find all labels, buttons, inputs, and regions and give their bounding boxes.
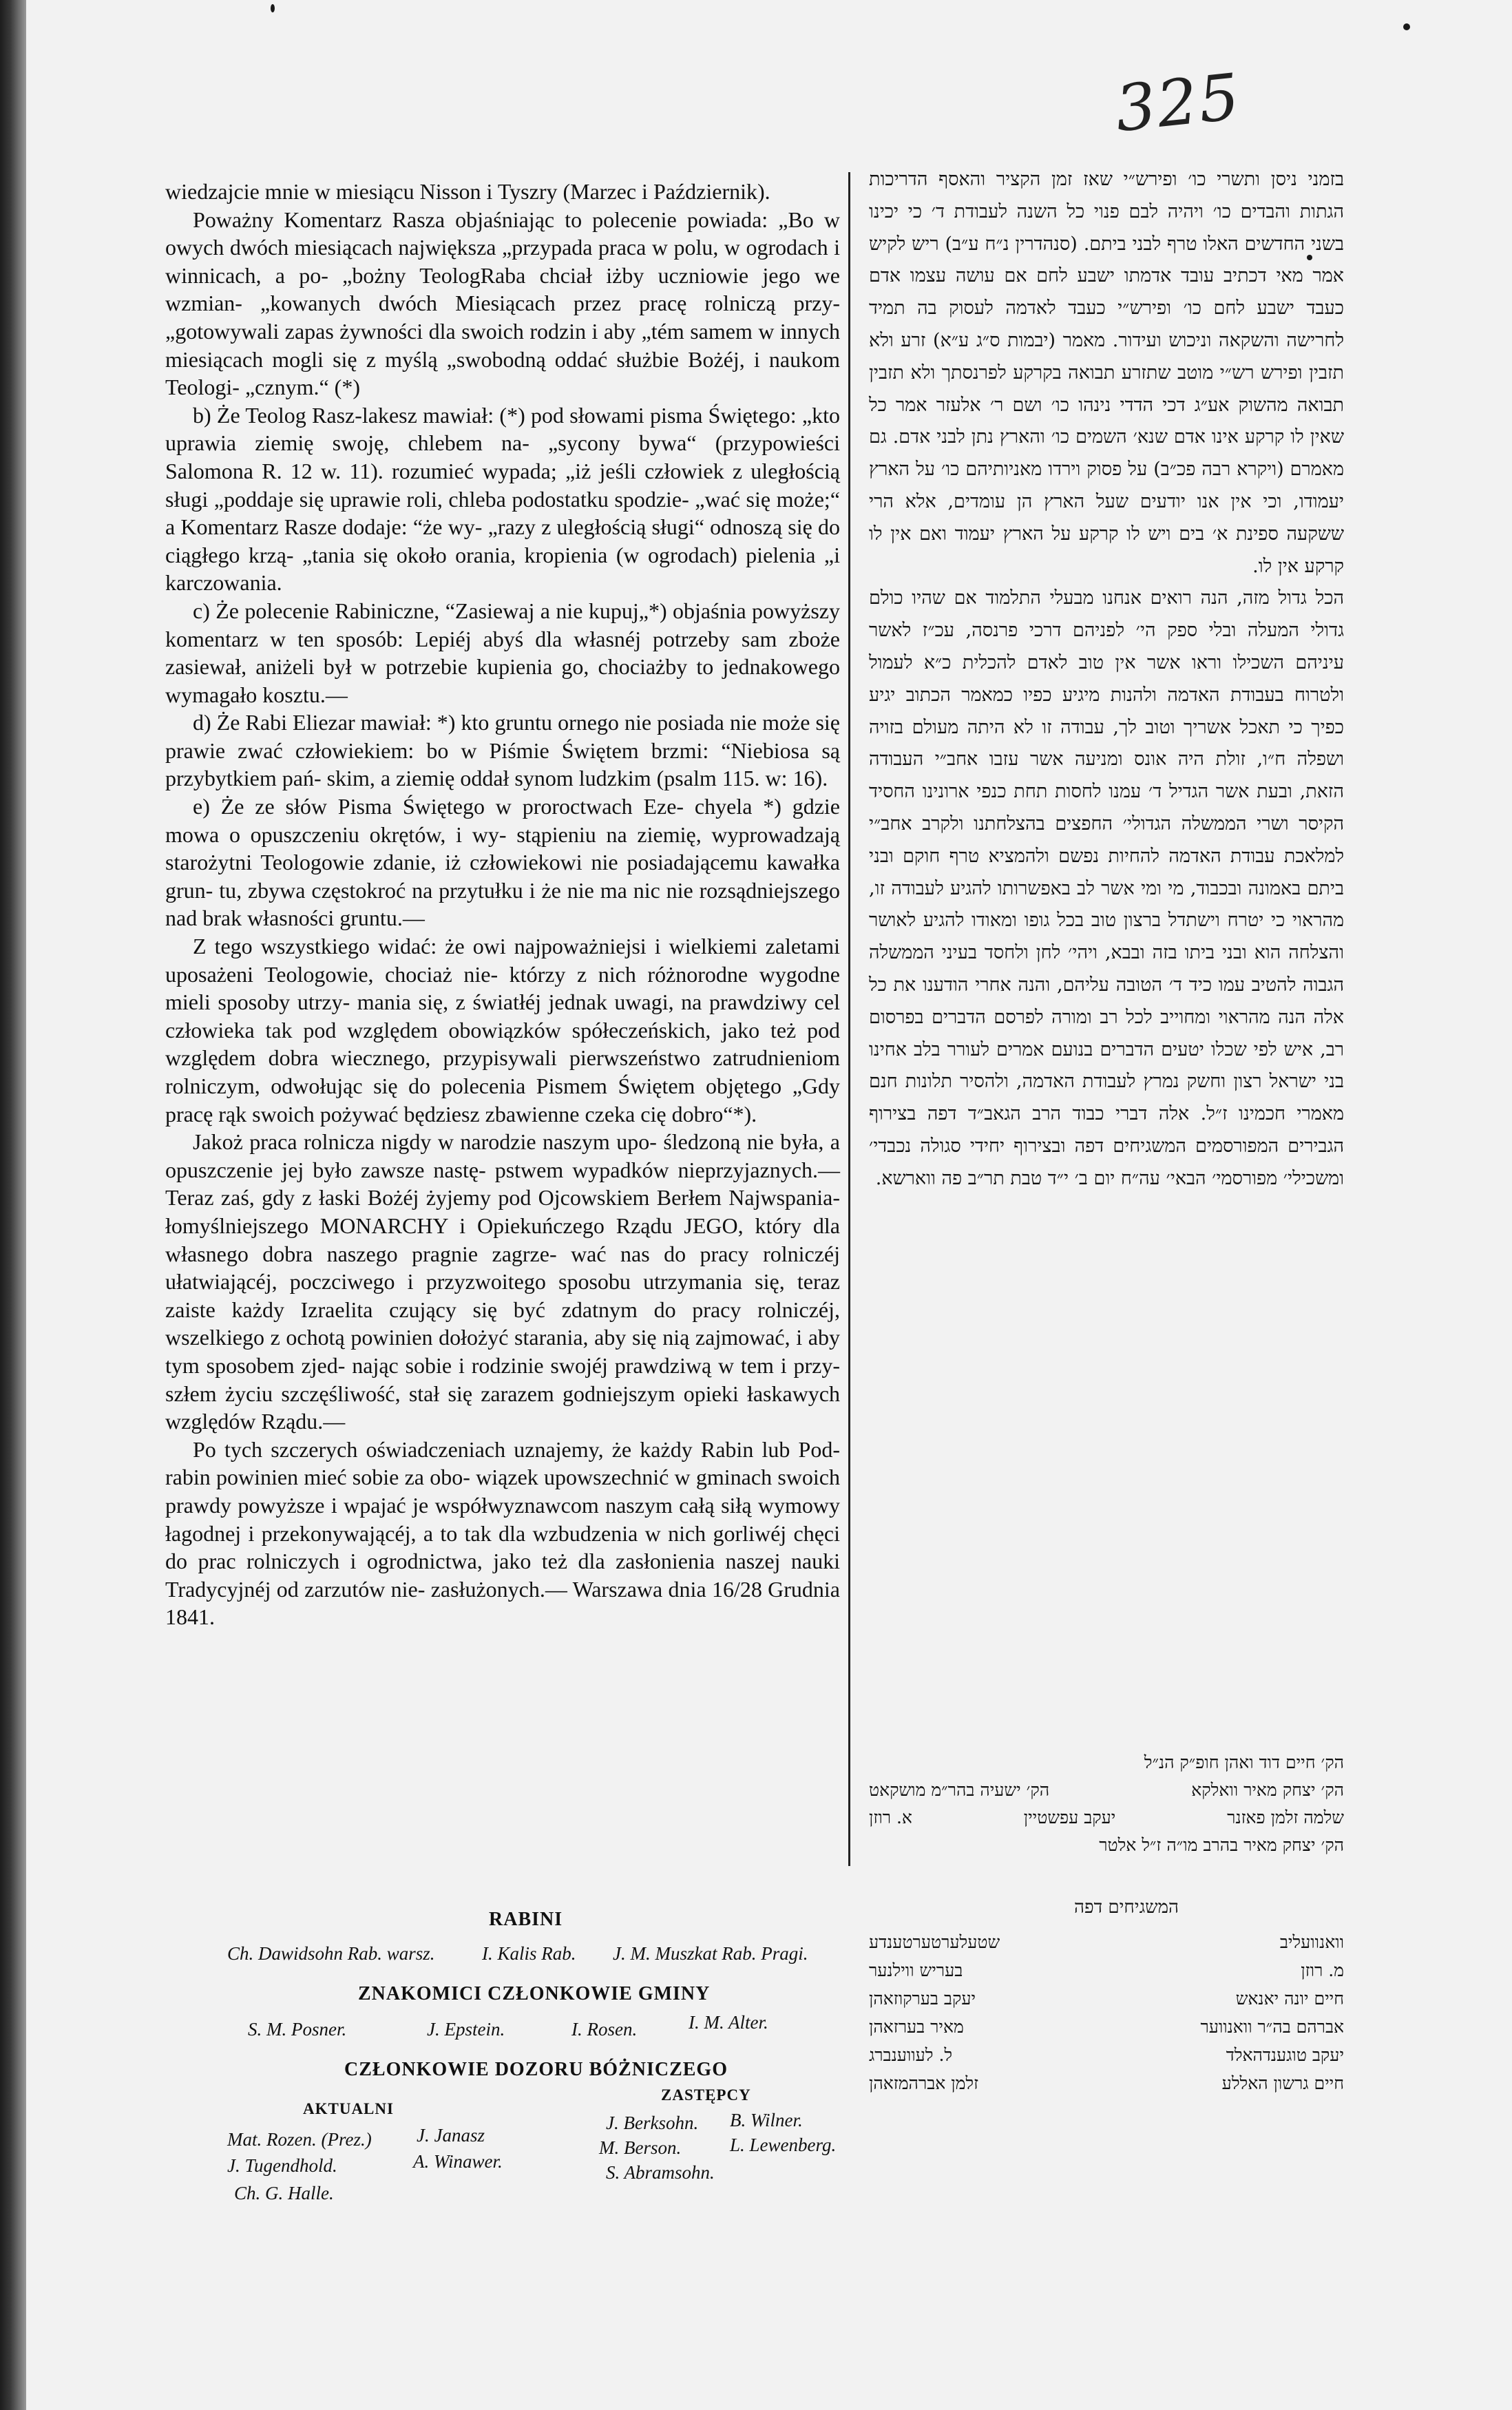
hebrew-column (869, 164, 1344, 1823)
pl-paragraph: Poważny Komentarz Rasza objaśniając to polecenie powiada: „Bo w owych dwóch miesiącach największa „przypada praca w polu, w ogrodach i winnicach, a po- „bożny TeologRaba chciał iżby uczniowie jego we wzmian- „kowanych dwóch Miesiącach przez pracę rolniczą przy- „gotowywali zapas żywności dla swoich rodzin i aby „tém samem w innych miesiącach mogli się z myślą „swobodną oddać służbie Bożéj, i naukom Teologi- „cznym.“ (*) (165, 207, 840, 400)
signature-rabbi: Ch. Dawidsohn Rab. warsz. (227, 1943, 435, 1964)
pl-paragraph: Z tego wszystkiego widać: że owi najpoważniejsi i wielkiemi zaletami uposażeni Teologowie, chociaż nie- którzy z nich różnorodne wygodne mieli sposoby utrzy- mania się, z światłéj jednak uwagi, na prawdziwy cel człowieka tak pod względem obowiązków spółeczeńskich, jako też pod względem dobra wiecznego, przypisywali pierwszeństwo zatrudnieniom rolniczym, odwołując się do polecenia Pismem Świętem objętego „Gdy pracę rąk swoich pożywać będziesz zbawienne czeka cię dobro“*). (165, 934, 840, 1127)
signature-member: I. Rosen. (571, 2019, 638, 2040)
dozor-header: CZŁONKOWIE DOZORU BÓŻNICZEGO (344, 2059, 728, 2080)
polish-column (165, 178, 840, 1899)
ink-speck (1403, 23, 1410, 30)
gmina-header: ZNAKOMICI CZŁONKOWIE GMINY (358, 1983, 711, 2004)
signature-board: J. Janasz (417, 2125, 485, 2146)
he-supervisor: חיים יונה יאנאש (1235, 1989, 1344, 2009)
he-signature-row (869, 1777, 1344, 1804)
he-supervisor: יעקב בערקוזאהן (869, 1989, 976, 2009)
he-supervisor-row (869, 1928, 1344, 1956)
pl-paragraph: wiedzajcie mnie w miesiącu Nisson i Tyszry (Marzec i Październik). (165, 179, 770, 204)
signature-board: Mat. Rozen. (Prez.) (227, 2129, 372, 2150)
he-supervisor-row (869, 1956, 1344, 1984)
he-supervisor: שטעלערטערטענדע (869, 1932, 1000, 1952)
he-supervisor: חיים גרשון האללע (1221, 2073, 1344, 2093)
pl-paragraph: Po tych szczerych oświadczeniach uznajemy, że każdy Rabin lub Pod-rabin powinien mieć sobie za obo- wiązek upowszechnić w gminach swoich prawdy powyższe i wpajać je współwyznawcom naszym całą siłą wymowy łagodnej i przekonywającéj, a to tak dla wzbudzenia w nich gorliwéj chęci do prac rolniczych i ogrodnictwa, jako też dla zasłonienia naszej nauki Tradycyjnéj od zarzutów nie- zasłużonych.— Warszawa dnia 16/28 Grudnia 1841. (165, 1436, 840, 1630)
pl-paragraph: b) Że Teolog Rasz-lakesz mawiał: (*) pod słowami pisma Świętego: „kto uprawia ziemię swoję, chlebem na- „sycony bywa“ (przypowieści Salomona R. 12 w. 11). rozumieć wypada; „iż jeśli człowiek z uległością sługi „poddaje się uprawie roli, chleba podostatku spodzie- „wać się może;“ a Komentarz Rasze dodaje: “że wy- „razy z uległością sługi“ odnoszą się do ciągłego krzą- „tania się około orania, kropienia (w ogrodach) pielenia „i karczowania. (165, 402, 840, 596)
he-supervisor: זלמן אברהמזאהן (869, 2073, 979, 2093)
pl-paragraph: Jakoż praca rolnicza nigdy w narodzie naszym upo- śledzoną nie była, a opuszczenie jej było zawsze nastę- pstwem wypadków nieprzyjaznych.— Teraz zaś, gdy z łaski Bożéj żyjemy pod Ojcowskiem Berłem Najwspania- łomyślniejszego MONARCHY i Opiekuńczego Rządu JEGO, który dla własnego dobra naszego pragnie zagrze- wać nas do pracy rolniczéj ułatwiającéj, poczciwego i przyzwoitego sposobu utrzymania się, teraz zaiste każdy Izraelita czujący się być zdatnym do pracy rolniczéj, wszelkiego z ochotą powinien dołożyć starania, aby się nią zajmować, i aby tym sposobem zjed- nając sobie i rodzinie swojéj prawdziwą w tem i przy- szłem życiu szczęśliwość, stał się zarazem godniejszym opieki łaskawych względów Rządu.— (165, 1129, 840, 1434)
he-paragraph: בזמני ניסן ותשרי כו׳ ופירש״י שאז זמן הקציר והאסף הדריכות הגתות והבדים כו׳ ויהיה לבם פנוי כל השנה לעבודת ד׳ כי יכינו בשני החדשים האלו טרף לבני ביתם. (סנהדרין נ״ח ע״ב) ריש לקיש אמר מאי דכתיב עובד אדמתו ישבע לחם אם עושה עצמו אדם כעבד ישבע לחם כו׳ ופירש״י כעבד לאדמה לעסוק בה תמיד לחרישה והשקאה וניכוש ועידור. מאמר (יבמות ס״ג ע״א) זרע ולא תזבין ופירש רש״י מוטב שתזרע תבואה בקרקע לפרנסתך ולא תזבין תבואה מהשוק אע״ג דכי הדדי נינהו כו׳ ושם ר׳ אלעזר אמר כל שאין לו קרקע אינו אדם שנא׳ השמים כו׳ והארץ נתן לבני אדם. גם מאמרם (ויקרא רבה פכ״ב) על פסוק וירדו מאניותיהם כו׳ על הארץ יעמודו, וכי אין אנו יודעים שעל הארץ הן עומדים, אלא הרי ששקעה ספינת א׳ בים ויש לו קרקע על הארץ יעמוד ואם אין לו קרקע אין לו. (869, 169, 1344, 577)
signature-member: I. M. Alter. (689, 2012, 768, 2033)
hebrew-signatures (869, 1749, 1344, 1956)
he-supervisor: מ. רוזן (1301, 1960, 1344, 1980)
aktualni-header: AKTUALNI (303, 2100, 394, 2117)
signature-board: J. Tugendhold. (227, 2155, 337, 2176)
pl-paragraph: d) Że Rabi Eliezar mawiał: *) kto gruntu ornego nie posiada nie może się prawie zwać człowiekiem: bo w Piśmie Świętem brzmi: “Niebiosa są przybytkiem pań- skim, a ziemię oddał synom ludzkim (psalm 115. w: 16). (165, 710, 840, 791)
page-number: 325 (1111, 59, 1244, 147)
pl-paragraph: c) Że polecenie Rabiniczne, “Zasiewaj a nie kupuj„*) objaśnia powyższy komentarz w ten sposób: Lepiéj abyś dla własnéj potrzeby sam zboże zasiewał, aniżeli był w potrzebie kupienia go, chociażby to jednakowego wymagało kosztu.— (165, 598, 840, 707)
column-divider (848, 172, 850, 1866)
he-supervisor: מאיר בערזאהן (869, 2017, 964, 2037)
signature-member: S. M. Posner. (248, 2019, 347, 2040)
rabini-header: RABINI (489, 1909, 563, 1930)
he-supervisor: יעקב טוגענדהאלד (1226, 2045, 1344, 2065)
he-supervisor: ל. לעווענברג (869, 2045, 953, 2065)
he-signature: הק׳ ישעיה בהר״מ מושקאט (869, 1780, 1050, 1800)
he-signature: הק׳ חיים דוד ואהן חופ״ק הנ״ל (1144, 1752, 1344, 1772)
signature-board: A. Winawer. (413, 2151, 503, 2172)
signature-board: Ch. G. Halle. (234, 2183, 334, 2203)
book-binding-edge (0, 0, 26, 2410)
pl-paragraph: e) Że ze słów Pisma Świętego w proroctwach Eze- chyela *) gdzie mowa o opuszczeniu okrętów, i wy- stąpieniu na ziemię, wyprowadzają starożytni Teologowie zdanie, iż człowiekowi nie posiadającemu kawałka grun- tu, zbywa częstokroć na przytułku i że nie ma nic nie rozsądniejszego nad brak własności gruntu.— (165, 794, 840, 931)
he-signature: א. רוזן (869, 1808, 912, 1827)
he-signature: הק׳ יצחק מאיר בהרב מו״ה ז״ל אלטר (1099, 1835, 1344, 1855)
signature-board: B. Wilner. (730, 2110, 803, 2130)
he-signature: הק׳ יצחק מאיר וואלקא (1191, 1780, 1344, 1800)
signature-board: J. Berksohn. (606, 2113, 699, 2133)
he-supervisor-row (869, 1984, 1344, 2013)
he-supervisor: וואנוועליב (1279, 1932, 1344, 1952)
he-signature: יעקב עפשטיין (1023, 1808, 1116, 1827)
signature-member: J. Epstein. (427, 2019, 505, 2040)
he-supervisor: בעריש ווילנער (869, 1960, 963, 1980)
he-paragraph: הכל גדול מזה, הנה רואים אנחנו מבעלי התלמוד אם שהיו כולם גדולי המעלה ובלי ספק הי׳ לפניהם דרכי פרנסה, עכ״ז לאשר עיניהם השכילו וראו אשר אין טוב לאדם להכלית כ״א לעמול ולטרוח בעבודת האדמה ולהנות מיגיע כפיו כמאמר הכתוב יגיע כפיך כי תאכל אשריך וטוב לך, עבודה זו לא היתה מעולם בזויה ושפלה ח״ו, זולת היה אונס ומניעה אשר עזבו אחב״י העבודה הזאת, ובעת אשר הגדיל ד׳ עמנו לחסות תחת כנפי ארונינו החסיד הקיסר ושרי הממשלה הגדולי׳ החפצים בהצלחתנו ולקרב אחב״י למלאכת עבודת האדמה להחיות נפשם ולהמציא טרף חוקם ובני ביתם באמונה ובכבוד, מי ומי אשר לב באפשרותו להגיע לעבודה זו, מהראוי כי יטרח וישתדל ברצון טוב בכל גופו ומאודו להגיע לאושר והצלחה הוא ובני ביתו בזה ובבא, ויהי׳ לחן ולחסד בעיני הממשלה הגבוה להטיב עמו כיד ד׳ הטובה עליהם, והנה אחרי הודענו את כל אלה הנה מהראוי ומחוייב לכל רב ומורה לפרסם הדברים בפרסום רב, איש לפי שכלו יטעים הדברים בנועם אמרים לעורר בלב אחינו בני ישראל רצון וחשק נמרץ לעבודת האדמה, ולהסיר תלונות חנם מאמרי חכמינו ז״ל. אלה דברי כבוד הרב הגאב״ד דפה בצירוף הגבירים המפורסמים המשגיחים דפה ובצירוף יחידי סגולה נכבדי׳ ומשכילי׳ מפורסמי׳ הבאי׳ עה״ח יום ב׳ י״ד טבת תר״ב פה ווארשא. (869, 587, 1344, 1189)
he-supervisor-row (869, 2041, 1344, 2069)
he-signature-row (869, 1749, 1344, 1777)
supervisors-header: המשגיחים דפה (1074, 1897, 1179, 1918)
ink-speck (271, 4, 275, 12)
signature-rabbi: I. Kalis Rab. (482, 1943, 576, 1964)
he-supervisor-row (869, 2013, 1344, 2041)
signature-rabbi: J. M. Muszkat Rab. Pragi. (613, 1943, 808, 1964)
hebrew-supervisors (869, 1928, 1344, 2135)
signature-board: L. Lewenberg. (730, 2135, 837, 2155)
he-signature: שלמה זלמן פאזנר (1227, 1808, 1344, 1827)
he-signature-row (869, 1804, 1344, 1832)
zastepcy-header: ZASTĘPCY (661, 2086, 751, 2104)
he-supervisor-row (869, 2069, 1344, 2097)
signature-board: S. Abramsohn. (606, 2162, 715, 2183)
signature-board: M. Berson. (599, 2137, 682, 2158)
he-supervisor: אברהם בה״ר וואנווער (1200, 2017, 1344, 2037)
he-signature-row (869, 1832, 1344, 1859)
